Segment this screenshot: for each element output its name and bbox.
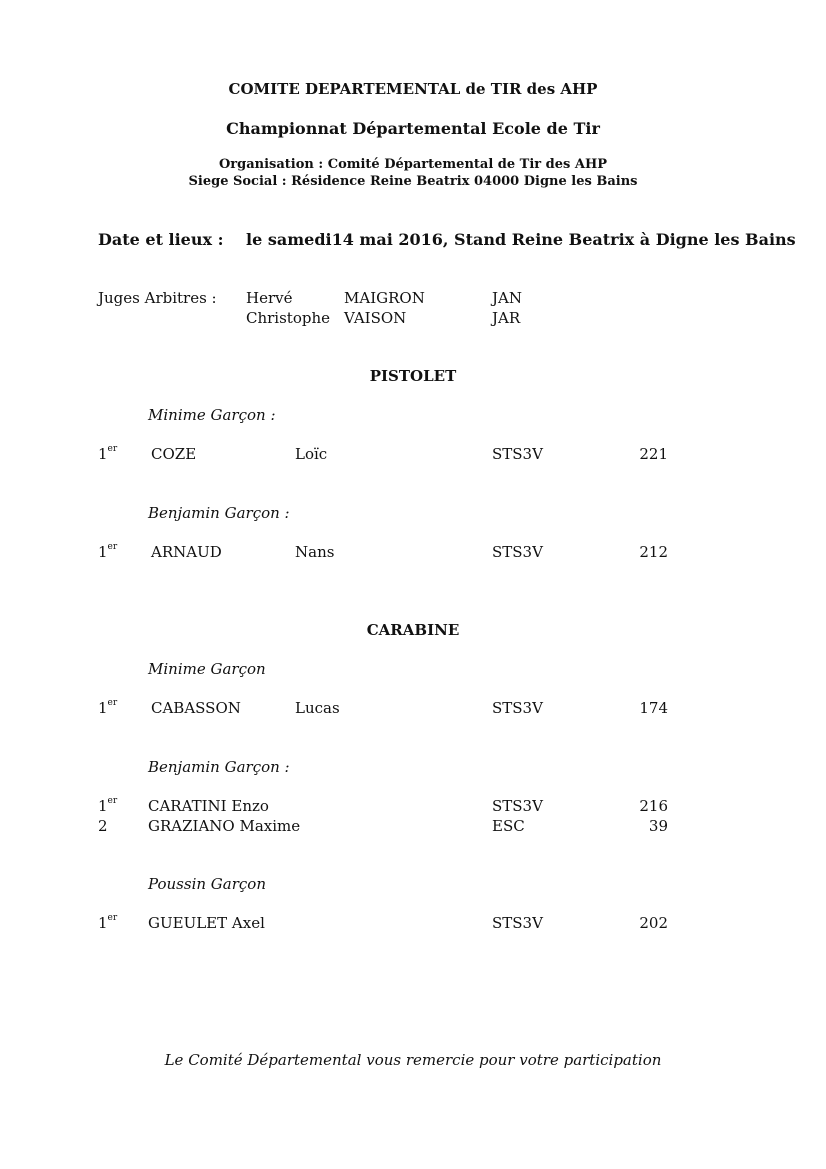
judge-role: JAR (492, 309, 521, 327)
pistolet-minime-label: Minime Garçon : (148, 406, 276, 424)
competitor-last-name: CABASSON (151, 699, 241, 717)
judge-first-name: Christophe (246, 309, 331, 327)
date-label: Date et lieux : (98, 230, 224, 249)
competitor-club: ESC (492, 817, 525, 835)
date-value: le samedi14 mai 2016, Stand Reine Beatrix à Digne les Bains (246, 230, 796, 249)
carabine-minime-label: Minime Garçon (148, 660, 266, 678)
competitor-score: 216 (639, 797, 668, 815)
competitor-score: 221 (639, 445, 668, 463)
org-title: COMITE DEPARTEMENTAL de TIR des AHP (228, 80, 598, 98)
competitor-score: 39 (648, 817, 668, 835)
competitor-name: CARATINI Enzo (148, 797, 269, 815)
organisation-line: Organisation : Comité Départemental de Tir des AHP (218, 157, 608, 172)
competitor-first-name: Loïc (295, 445, 328, 463)
judge-first-name: Hervé (246, 289, 293, 307)
carabine-benjamin-label: Benjamin Garçon : (148, 758, 290, 776)
event-title: Championnat Départemental Ecole de Tir (226, 119, 600, 138)
competitor-first-name: Lucas (295, 699, 340, 717)
judge-last-name: VAISON (344, 309, 407, 327)
rank: 1er (98, 444, 118, 463)
competitor-name: GRAZIANO Maxime (148, 817, 301, 835)
competitor-club: STS3V (492, 445, 543, 463)
rank: 1er (98, 796, 118, 815)
footer-thanks: Le Comité Départemental vous remercie pour votre participation (164, 1051, 662, 1069)
pistolet-benjamin-label: Benjamin Garçon : (148, 504, 290, 522)
competitor-score: 212 (639, 543, 668, 561)
competitor-club: STS3V (492, 699, 543, 717)
competitor-last-name: COZE (151, 445, 197, 463)
competitor-last-name: ARNAUD (151, 543, 222, 561)
rank: 1er (98, 698, 118, 717)
rank: 1er (98, 913, 118, 932)
rank: 2 (98, 817, 108, 835)
carabine-poussin-label: Poussin Garçon (148, 875, 266, 893)
judges-label: Juges Arbitres : (98, 289, 217, 307)
siege-line: Siege Social : Résidence Reine Beatrix 04000 Digne les Bains (188, 174, 638, 189)
competitor-club: STS3V (492, 797, 543, 815)
competitor-first-name: Nans (295, 543, 335, 561)
competitor-club: STS3V (492, 543, 543, 561)
judge-role: JAN (492, 289, 522, 307)
rank: 1er (98, 542, 118, 561)
competitor-name: GUEULET Axel (148, 914, 265, 932)
competitor-club: STS3V (492, 914, 543, 932)
judge-last-name: MAIGRON (344, 289, 425, 307)
competitor-score: 174 (639, 699, 668, 717)
competitor-score: 202 (639, 914, 668, 932)
pistolet-section-title: PISTOLET (369, 367, 457, 385)
carabine-section-title: CARABINE (366, 621, 460, 639)
